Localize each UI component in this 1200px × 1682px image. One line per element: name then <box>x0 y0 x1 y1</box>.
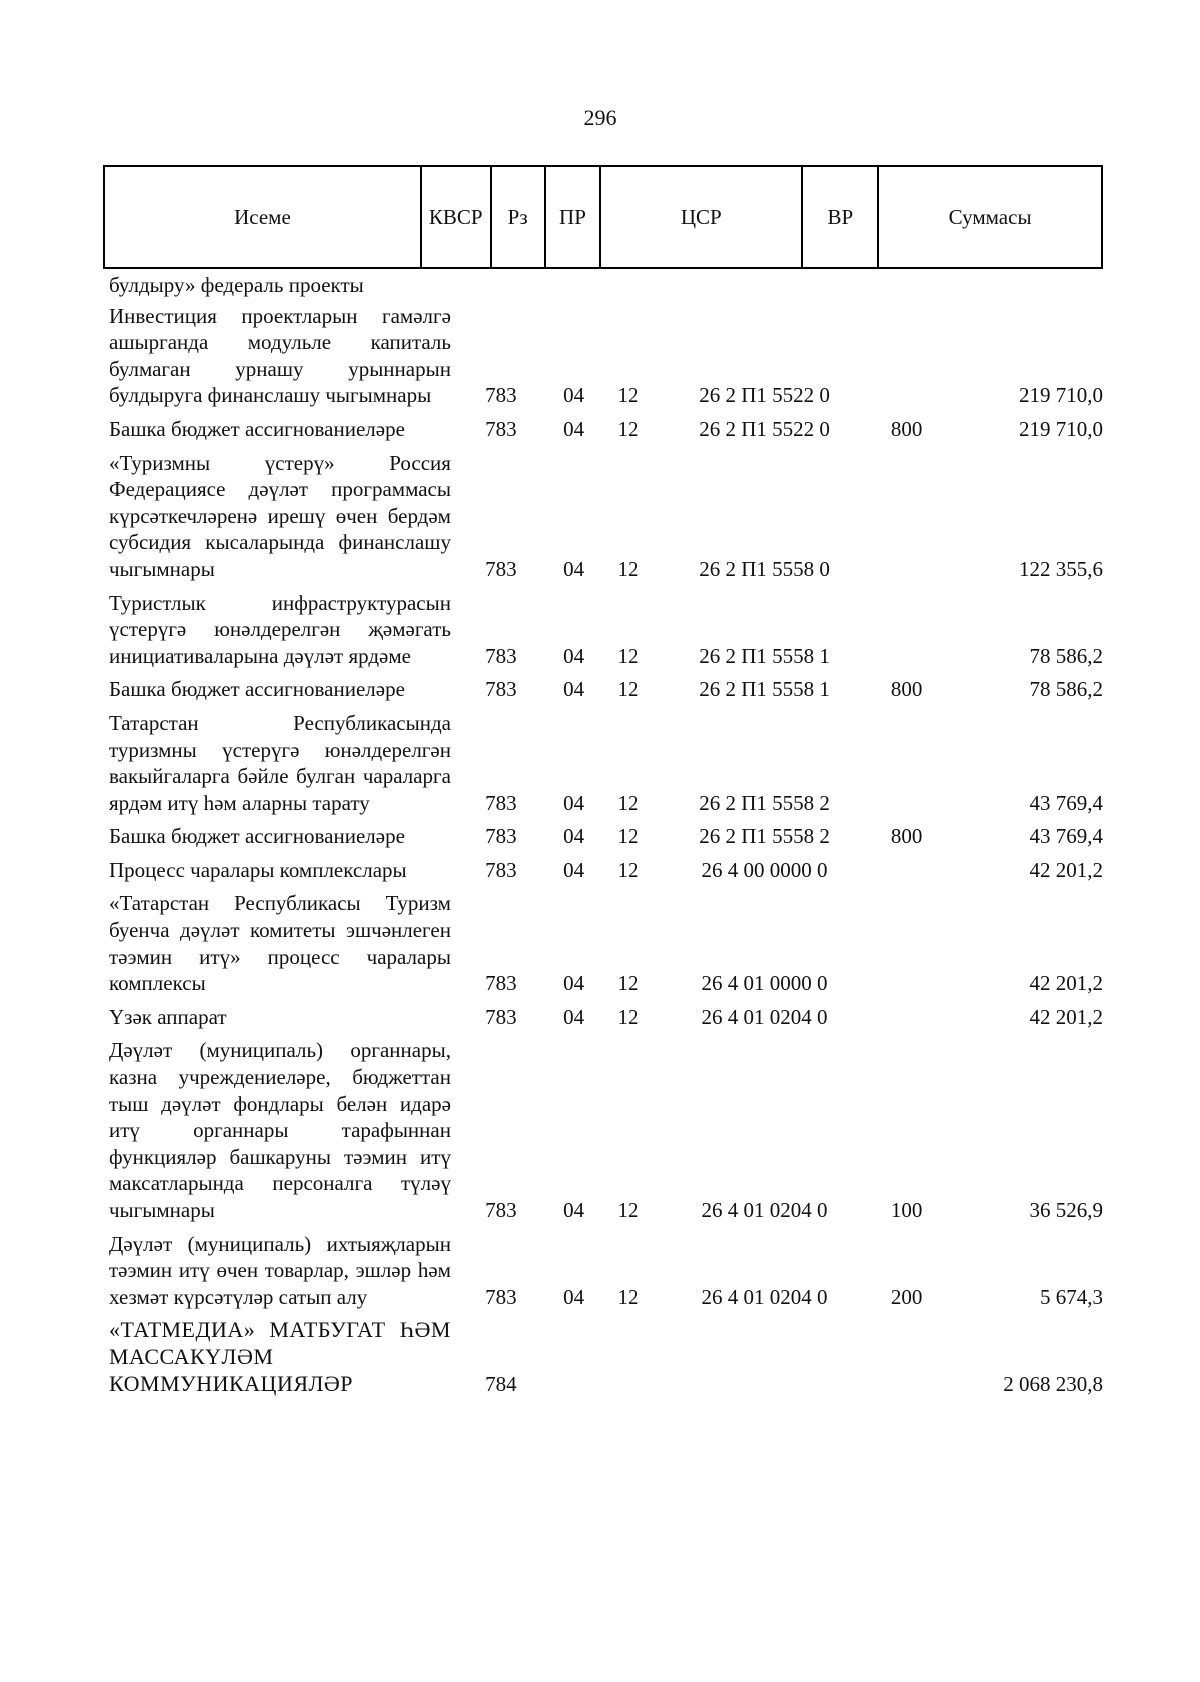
table-row <box>103 590 1103 670</box>
table-row <box>103 1037 1103 1223</box>
row-rz: 04 <box>563 1004 585 1029</box>
row-name: Дәүләт (муниципаль) органнары, казна учреждениеләре, бюджеттан тыш дәүләт фондлары белән идарә итү органнары тарафыннан функцияләр башкаруны тәэмин итү максатларында персоналга түләү чыгымнары <box>109 1038 451 1222</box>
table-row <box>103 416 1103 443</box>
header-sum: Суммасы <box>878 166 1102 268</box>
row-sum: 219 710,0 <box>1019 383 1103 408</box>
row-kvsr: 783 <box>485 790 517 815</box>
row-pr: 12 <box>617 556 639 581</box>
row-rz: 04 <box>563 643 585 668</box>
row-pr: 12 <box>617 1004 639 1029</box>
table-row <box>103 1004 1103 1031</box>
row-kvsr: 783 <box>485 383 517 408</box>
row-pr: 12 <box>617 383 639 408</box>
row-name: Туристлык инфраструктурасын үстерүгә юнәлдерелгән җәмәгать инициативаларына дәүләт ярдәме <box>109 590 451 668</box>
row-kvsr: 783 <box>485 1284 517 1309</box>
row-kvsr: 783 <box>485 1004 517 1029</box>
row-name: Дәүләт (муниципаль) ихтыяҗларын тәэмин итү өчен товарлар, эшләр һәм хезмәт күрсәтүләр сатып алу <box>109 1231 451 1309</box>
row-pr: 12 <box>617 857 639 882</box>
header-csr: ЦСР <box>600 166 802 268</box>
table-row <box>103 857 1103 884</box>
table-row <box>103 710 1103 816</box>
row-sum: 5 674,3 <box>1040 1284 1103 1309</box>
row-name: «Татарстан Республикасы Туризм буенча дәүләт комитеты эшчәнлеген тәэмин итү» процесс чаралары комплексы <box>109 891 451 996</box>
row-rz: 04 <box>563 556 585 581</box>
row-sum: 219 710,0 <box>1019 416 1103 441</box>
row-name: Инвестиция проектларын гамәлгә ашырганда модульле капиталь булмаган урнашу урыннарын булдыруга финанслашу чыгымнары <box>109 303 451 408</box>
row-csr: 26 2 П1 5558 2 <box>699 824 830 849</box>
row-rz: 04 <box>563 677 585 702</box>
row-kvsr: 783 <box>485 677 517 702</box>
row-csr: 26 2 П1 5522 0 <box>699 416 830 441</box>
row-rz: 04 <box>563 857 585 882</box>
row-csr: 26 2 П1 5558 2 <box>699 790 830 815</box>
row-csr: 26 4 01 0000 0 <box>701 971 828 996</box>
table-row <box>103 676 1103 703</box>
row-pr: 12 <box>617 1198 639 1222</box>
row-sum: 2 068 230,8 <box>1003 1371 1103 1396</box>
table-row <box>103 890 1103 996</box>
row-sum: 122 355,6 <box>1019 556 1103 581</box>
row-name: булдыру» федераль проекты <box>109 273 364 297</box>
row-csr: 26 2 П1 5558 0 <box>699 556 830 581</box>
row-name: «ТАТМЕДИА» МАТБУГАТ ҺӘМ МАССАКҮЛӘМ КОММУНИКАЦИЯЛӘР <box>109 1317 451 1396</box>
header-vr: ВР <box>802 166 878 268</box>
table-row <box>103 1317 1103 1397</box>
row-sum: 42 201,2 <box>1029 1004 1103 1029</box>
row-sum: 42 201,2 <box>1029 857 1103 882</box>
row-kvsr: 783 <box>485 824 517 849</box>
row-csr: 26 2 П1 5522 0 <box>699 383 830 408</box>
row-csr: 26 4 00 0000 0 <box>701 857 828 882</box>
table-row <box>103 303 1103 409</box>
page-number: 296 <box>583 105 617 130</box>
row-name: «Туризмны үстерү» Россия Федерациясе дәүләт программасы күрсәткечләренә ирешү өчен бердәм субсидия кысаларында финанслашу чыгымнары <box>109 450 451 581</box>
row-sum: 78 586,2 <box>1029 643 1103 668</box>
row-rz: 04 <box>563 790 585 815</box>
row-name: Башка бюджет ассигнованиеләре <box>109 416 405 441</box>
row-kvsr: 783 <box>485 1198 517 1222</box>
row-pr: 12 <box>617 824 639 849</box>
row-sum: 36 526,9 <box>1029 1198 1103 1222</box>
table-row <box>103 823 1103 850</box>
row-sum: 43 769,4 <box>1029 824 1103 849</box>
table-body <box>103 272 1103 1404</box>
row-pr: 12 <box>617 643 639 668</box>
row-name: Башка бюджет ассигнованиеләре <box>109 677 405 702</box>
table-header <box>103 165 1103 269</box>
row-vr: 200 <box>890 1284 923 1309</box>
row-rz: 04 <box>563 824 585 849</box>
header-rz: Рз <box>491 166 545 268</box>
row-csr: 26 4 01 0204 0 <box>701 1284 828 1309</box>
row-kvsr: 783 <box>485 971 517 996</box>
row-kvsr: 783 <box>485 416 517 441</box>
header-name: Исеме <box>104 166 421 268</box>
row-name: Үзәк аппарат <box>109 1004 227 1029</box>
row-kvsr: 783 <box>485 643 517 668</box>
table-row <box>103 450 1103 583</box>
row-pr: 12 <box>617 790 639 815</box>
row-name: Татарстан Республикасында туризмны үстерүгә юнәлдерелгән вакыйгаларга бәйле булган чараларга ярдәм итү һәм аларны тарату <box>109 710 451 815</box>
table-row <box>103 1231 1103 1311</box>
row-pr: 12 <box>617 1284 639 1309</box>
row-vr: 800 <box>890 677 923 702</box>
row-name: Башка бюджет ассигнованиеләре <box>109 824 405 849</box>
row-rz: 04 <box>563 383 585 408</box>
row-csr: 26 2 П1 5558 1 <box>699 677 830 702</box>
row-kvsr: 783 <box>485 857 517 882</box>
row-rz: 04 <box>563 1198 585 1222</box>
row-pr: 12 <box>617 971 639 996</box>
row-vr: 800 <box>890 416 923 441</box>
row-kvsr: 783 <box>485 556 517 581</box>
row-csr: 26 4 01 0204 0 <box>701 1004 828 1029</box>
row-pr: 12 <box>617 677 639 702</box>
header-pr: ПР <box>545 166 600 268</box>
row-kvsr: 784 <box>485 1371 517 1396</box>
row-vr: 100 <box>890 1198 923 1222</box>
row-rz: 04 <box>563 1284 585 1309</box>
table-row <box>103 272 1103 299</box>
row-sum: 78 586,2 <box>1029 677 1103 702</box>
row-csr: 26 4 01 0204 0 <box>701 1198 828 1222</box>
row-pr: 12 <box>617 416 639 441</box>
row-rz: 04 <box>563 971 585 996</box>
row-csr: 26 2 П1 5558 1 <box>699 643 830 668</box>
row-name: Процесс чаралары комплекслары <box>109 857 407 882</box>
row-sum: 43 769,4 <box>1029 790 1103 815</box>
header-kvsr: КВСР <box>421 166 491 268</box>
row-sum: 42 201,2 <box>1029 971 1103 996</box>
row-rz: 04 <box>563 416 585 441</box>
row-vr: 800 <box>890 824 923 849</box>
